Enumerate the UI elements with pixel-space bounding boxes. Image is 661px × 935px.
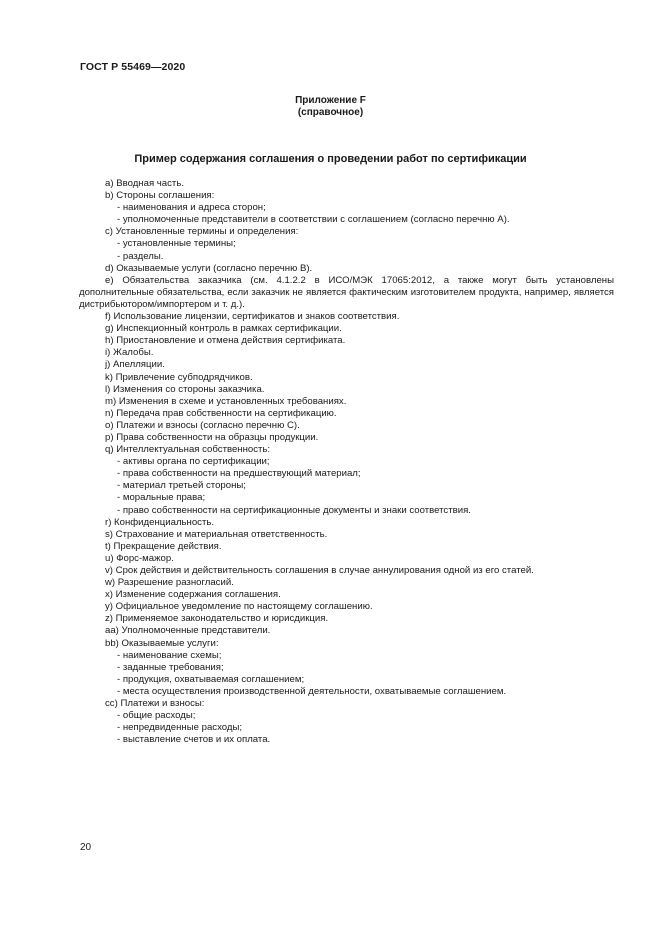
list-item: t) Прекращение действия. (105, 540, 222, 552)
list-item: v) Срок действия и действительность соглашения в случае аннулирования одной из его статей. (105, 565, 534, 576)
sub-list-item: - наименование схемы; (117, 649, 222, 661)
list-item: i) Жалобы. (105, 347, 154, 359)
list-item: f) Использование лицензии, сертификатов и знаков соответствия. (105, 311, 400, 323)
annex-title: Приложение F (295, 95, 366, 106)
sub-list-item: - продукция, охватываемая соглашением; (117, 673, 305, 685)
list-item: u) Форс-мажор. (105, 552, 174, 564)
list-item: b) Стороны соглашения: (105, 190, 215, 202)
list-item: aa) Уполномоченные представители. (105, 625, 271, 637)
list-item: g) Инспекционный контроль в рамках сертификации. (105, 323, 342, 335)
list-item: p) Права собственности на образцы продукции. (105, 431, 319, 443)
annex-subtitle: (справочное) (297, 107, 364, 118)
list-item: o) Платежи и взносы (согласно перечню С). (105, 419, 300, 431)
list-item: l) Изменения со стороны заказчика. (105, 383, 265, 395)
list-item: m) Изменения в схеме и установленных требованиях. (105, 395, 347, 407)
sub-list-item: - наименования и адреса сторон; (117, 202, 266, 214)
list-item-paragraph: e) Обязательства заказчика (см. 4.1.2.2 в ИСО/МЭК 17065:2012, а также могут быть установлены дополнительные обязательства, если заказчик не является фактическим изготовителем продукта, например, является дистрибьютором/импортером и т. д.). (79, 274, 614, 310)
sub-list-item: - моральные права; (117, 492, 206, 504)
list-item: bb) Оказываемые услуги: (105, 637, 219, 649)
sub-list-item: - право собственности на сертификационные документы и знаки соответствия. (117, 504, 471, 516)
list-item: a) Вводная часть. (105, 178, 184, 189)
list-item: k) Привлечение субподрядчиков. (105, 371, 253, 383)
sub-list-item: - установленные термины; (117, 238, 236, 250)
sub-list-item: - уполномоченные представители в соответствии с соглашением (согласно перечню А). (117, 214, 510, 226)
sub-list-item: - выставление счетов и их оплата. (117, 734, 271, 746)
list-item: n) Передача прав собственности на сертификацию. (105, 407, 337, 419)
sub-list-item: - общие расходы; (117, 710, 196, 722)
list-item: j) Апелляции. (105, 359, 165, 371)
sub-list-item: - места осуществления производственной деятельности, охватываемые соглашением. (117, 685, 507, 697)
sub-list-item: - непредвиденные расходы; (117, 722, 243, 734)
sub-list-item: - материал третьей стороны; (117, 480, 246, 492)
list-item: d) Оказываемые услуги (согласно перечню В). (105, 262, 313, 274)
list-item: y) Официальное уведомление по настоящему соглашению. (105, 601, 373, 613)
list-item: cc) Платежи и взносы: (105, 698, 205, 710)
list-item: c) Установленные термины и определения: (105, 226, 299, 238)
sub-list-item: - разделы. (117, 250, 164, 262)
list-item: s) Страхование и материальная ответственность. (105, 528, 328, 540)
agreement-content-list (79, 178, 614, 746)
document-title: Пример содержания соглашения о проведении работ по сертификации (134, 153, 527, 165)
list-item: r) Конфиденциальность. (105, 516, 215, 528)
list-item: x) Изменение содержания соглашения. (105, 589, 281, 601)
list-item: h) Приостановление и отмена действия сертификата. (105, 335, 346, 347)
list-item: w) Разрешение разногласий. (105, 577, 234, 589)
page-number: 20 (80, 842, 92, 853)
sub-list-item: - заданные требования; (117, 661, 224, 673)
sub-list-item: - активы органа по сертификации; (117, 456, 270, 468)
list-item: q) Интеллектуальная собственность: (105, 444, 271, 456)
list-item: z) Применяемое законодательство и юрисдикция. (105, 613, 329, 625)
sub-list-item: - права собственности на предшествующий материал; (117, 468, 361, 480)
standard-number: ГОСТ Р 55469—2020 (80, 61, 186, 73)
